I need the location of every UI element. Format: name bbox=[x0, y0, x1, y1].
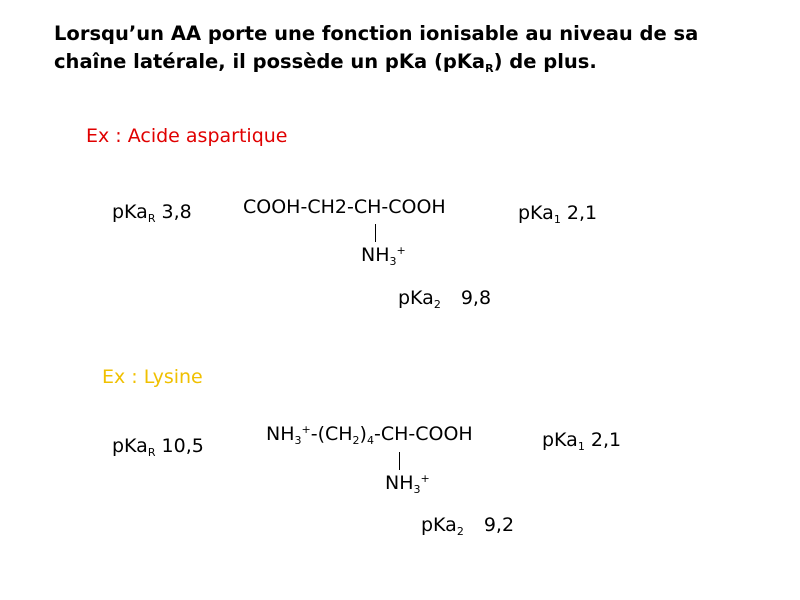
example2-amine bbox=[385, 472, 430, 494]
example1-formula: COOH-CH2-CH-COOH bbox=[243, 196, 446, 218]
example2-pka2 bbox=[421, 514, 514, 536]
example1-amine-sub: 3 bbox=[389, 255, 397, 268]
example2-formula-p3: ) bbox=[359, 423, 367, 445]
example2-formula-p1-sub: 3 bbox=[294, 434, 302, 447]
example2-pka2-value: 9,2 bbox=[483, 514, 515, 536]
example2-pkar-prefix: pKa bbox=[112, 435, 148, 457]
example2-label: Ex : Lysine bbox=[102, 366, 203, 388]
example1-pka1 bbox=[518, 202, 597, 224]
example2-amine-text: NH bbox=[385, 472, 414, 494]
example2-formula-p2: -(CH bbox=[310, 423, 353, 445]
example2-pkar bbox=[112, 435, 204, 457]
example2-pka2-prefix: pKa bbox=[421, 514, 457, 536]
example1-pka1-value: 2,1 bbox=[560, 202, 598, 224]
example2-amine-sub: 3 bbox=[413, 483, 421, 496]
example1-pka1-sub: 1 bbox=[553, 213, 561, 226]
example2-formula-p2-sub: 2 bbox=[352, 434, 360, 447]
example2-amine-sup: + bbox=[420, 472, 430, 485]
example1-pka2-prefix: pKa bbox=[398, 287, 434, 309]
example1-pka1-prefix: pKa bbox=[518, 202, 554, 224]
example2-pka1-sub: 1 bbox=[577, 440, 585, 453]
example2-pkar-value: 10,5 bbox=[155, 435, 204, 457]
slide-title-part2: ) de plus. bbox=[493, 50, 597, 73]
example2-pkar-sub: R bbox=[147, 446, 156, 459]
example2-pka2-sub: 2 bbox=[456, 525, 464, 538]
example2-formula-p1-sup: + bbox=[301, 423, 311, 436]
example1-pkar-sub: R bbox=[147, 212, 156, 225]
example2-pka1-prefix: pKa bbox=[542, 429, 578, 451]
example1-pka2 bbox=[398, 287, 491, 309]
example2-formula-p4: -CH-COOH bbox=[373, 423, 473, 445]
example1-label: Ex : Acide aspartique bbox=[86, 125, 288, 147]
example1-amine bbox=[361, 244, 406, 266]
example2-formula-p1: NH bbox=[266, 423, 295, 445]
slide-title-subscript: R bbox=[485, 62, 494, 75]
example2-bond-line bbox=[399, 452, 400, 470]
example1-pkar-prefix: pKa bbox=[112, 201, 148, 223]
example1-bond-line bbox=[375, 224, 376, 242]
example2-pka1 bbox=[542, 429, 621, 451]
example1-pkar-value: 3,8 bbox=[155, 201, 192, 223]
example1-amine-sup: + bbox=[396, 244, 406, 257]
example2-formula bbox=[266, 423, 473, 445]
slide-title bbox=[54, 20, 774, 76]
example1-pka2-sub: 2 bbox=[433, 298, 441, 311]
example2-formula-p3-sub: 4 bbox=[366, 434, 374, 447]
example1-pka2-value: 9,8 bbox=[460, 287, 492, 309]
example1-amine-text: NH bbox=[361, 244, 390, 266]
example2-pka1-value: 2,1 bbox=[584, 429, 622, 451]
example1-pkar bbox=[112, 201, 192, 223]
slide-title-part1: Lorsqu’un AA porte une fonction ionisable au niveau de sa chaîne latérale, il possède un pKa (pKa bbox=[54, 22, 699, 73]
